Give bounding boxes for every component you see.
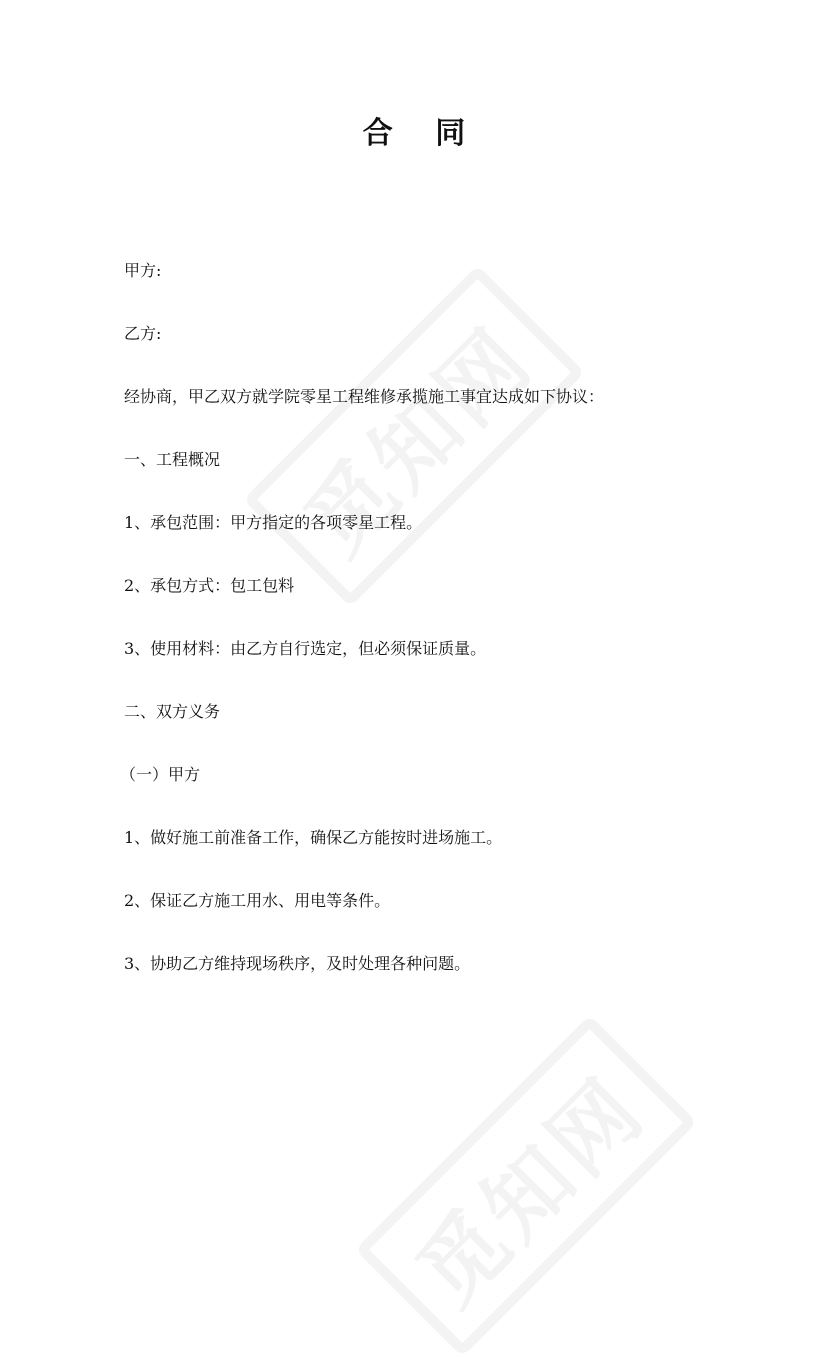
watermark-text [243, 265, 585, 607]
preamble-line: 经协商，甲乙双方就学院零星工程维修承揽施工事宜达成如下协议： [124, 387, 605, 406]
section-heading: 二、双方义务 [124, 702, 221, 721]
clause-line: 2、承包方式：包工包料 [124, 576, 295, 595]
clause-line: 1、做好施工前准备工作，确保乙方能按时进场施工。 [124, 828, 503, 847]
party-a-line: 甲方: [124, 261, 162, 280]
watermark-text [355, 1015, 697, 1357]
watermark-logo [355, 1015, 697, 1357]
clause-line: 2、保证乙方施工用水、用电等条件。 [124, 891, 391, 910]
document-title: 合 同 [362, 116, 482, 151]
party-b-line: 乙方: [124, 324, 162, 343]
clause-line: 1、承包范围：甲方指定的各项零星工程。 [124, 513, 423, 532]
clause-line: 3、使用材料：由乙方自行选定，但必须保证质量。 [124, 639, 487, 658]
clause-line: 3、协助乙方维持现场秩序，及时处理各种问题。 [124, 954, 471, 973]
section-heading: 一、工程概况 [124, 450, 221, 469]
watermark-logo [243, 265, 585, 607]
subsection-heading: （一）甲方 [120, 765, 201, 784]
